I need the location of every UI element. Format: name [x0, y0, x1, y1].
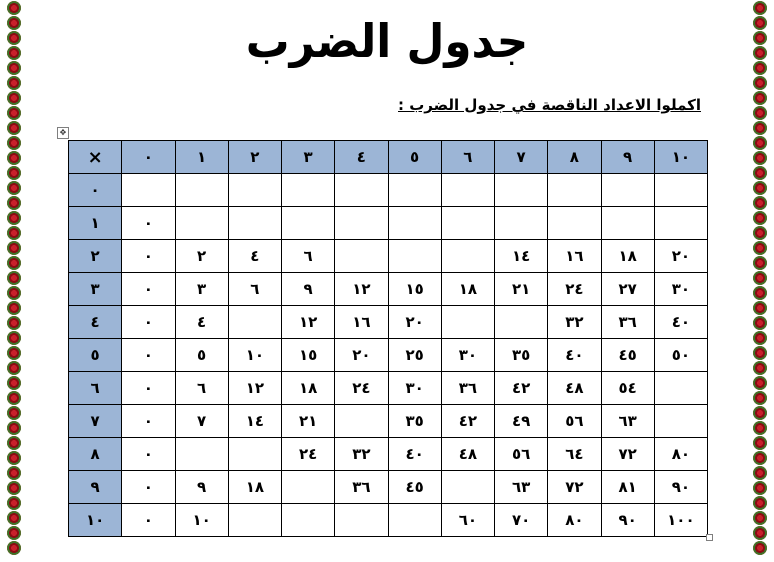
- flower-ornament-icon: [753, 46, 767, 60]
- table-cell[interactable]: ٠: [122, 306, 175, 339]
- table-cell[interactable]: [228, 207, 281, 240]
- flower-ornament-icon: [7, 316, 21, 330]
- flower-ornament-icon: [753, 541, 767, 555]
- table-cell[interactable]: ٩٠: [654, 471, 707, 504]
- flower-ornament-icon: [7, 391, 21, 405]
- flower-ornament-icon: [7, 76, 21, 90]
- flower-ornament-icon: [7, 241, 21, 255]
- flower-ornament-icon: [753, 196, 767, 210]
- flower-ornament-icon: [753, 361, 767, 375]
- flower-ornament-icon: [7, 226, 21, 240]
- table-cell[interactable]: [175, 438, 228, 471]
- table-cell[interactable]: [335, 174, 388, 207]
- table-cell[interactable]: ٠: [122, 339, 175, 372]
- table-row: [69, 273, 708, 306]
- table-cell[interactable]: [282, 504, 335, 537]
- flower-ornament-icon: [753, 61, 767, 75]
- table-cell[interactable]: [548, 174, 601, 207]
- flower-ornament-icon: [7, 451, 21, 465]
- column-header: ٩: [601, 141, 654, 174]
- flower-ornament-icon: [753, 1, 767, 15]
- flower-ornament-icon: [753, 241, 767, 255]
- table-cell[interactable]: ٧: [175, 405, 228, 438]
- table-cell[interactable]: ٥٤: [601, 372, 654, 405]
- table-cell[interactable]: ٢٤: [548, 273, 601, 306]
- table-cell[interactable]: [282, 207, 335, 240]
- table-row: [69, 339, 708, 372]
- table-cell[interactable]: [228, 438, 281, 471]
- table-cell[interactable]: ٣٦: [335, 471, 388, 504]
- table-cell[interactable]: [495, 306, 548, 339]
- table-cell[interactable]: ٢١: [282, 405, 335, 438]
- flower-ornament-icon: [7, 496, 21, 510]
- table-cell[interactable]: ٨٠: [548, 504, 601, 537]
- table-cell[interactable]: [601, 174, 654, 207]
- corner-cell: ×: [69, 141, 122, 174]
- table-cell[interactable]: ٤٥: [601, 339, 654, 372]
- table-cell[interactable]: ٣٦: [601, 306, 654, 339]
- flower-ornament-icon: [7, 361, 21, 375]
- table-cell[interactable]: [228, 306, 281, 339]
- table-resize-handle[interactable]: [706, 534, 713, 541]
- table-cell[interactable]: ٥٦: [548, 405, 601, 438]
- table-cell[interactable]: ٦٣: [601, 405, 654, 438]
- instruction-text: اكملوا الاعداد الناقصة في جدول الضرب :: [398, 96, 701, 114]
- table-cell[interactable]: ٧٠: [495, 504, 548, 537]
- table-cell[interactable]: [654, 207, 707, 240]
- table-cell[interactable]: ٢٠: [654, 240, 707, 273]
- flower-ornament-icon: [753, 481, 767, 495]
- row-header: ٨: [69, 438, 122, 471]
- table-cell[interactable]: ١٢: [335, 273, 388, 306]
- table-cell[interactable]: ٢٥: [388, 339, 441, 372]
- table-cell[interactable]: ٦٠: [441, 504, 494, 537]
- flower-ornament-icon: [753, 421, 767, 435]
- table-cell[interactable]: ١٠: [175, 504, 228, 537]
- table-cell[interactable]: [654, 372, 707, 405]
- flower-ornament-icon: [7, 271, 21, 285]
- flower-ornament-icon: [753, 211, 767, 225]
- flower-ornament-icon: [7, 181, 21, 195]
- flower-ornament-icon: [7, 286, 21, 300]
- table-cell[interactable]: [495, 207, 548, 240]
- table-cell[interactable]: ٣٢: [335, 438, 388, 471]
- row-header: ٧: [69, 405, 122, 438]
- decorative-border-left: [6, 0, 22, 562]
- table-cell[interactable]: ٠: [122, 273, 175, 306]
- table-cell[interactable]: ٩٠: [601, 504, 654, 537]
- flower-ornament-icon: [7, 151, 21, 165]
- flower-ornament-icon: [753, 331, 767, 345]
- table-row: [69, 372, 708, 405]
- row-header: ٥: [69, 339, 122, 372]
- table-row: [69, 174, 708, 207]
- flower-ornament-icon: [753, 511, 767, 525]
- table-cell[interactable]: ٤٢: [495, 372, 548, 405]
- decorative-border-right: [752, 0, 768, 562]
- table-cell[interactable]: ١٨: [441, 273, 494, 306]
- table-row: [69, 207, 708, 240]
- flower-ornament-icon: [753, 391, 767, 405]
- row-header: ٣: [69, 273, 122, 306]
- table-cell[interactable]: [228, 504, 281, 537]
- table-cell[interactable]: ١٦: [548, 240, 601, 273]
- column-header: ٣: [282, 141, 335, 174]
- table-cell[interactable]: [441, 207, 494, 240]
- table-cell[interactable]: [228, 174, 281, 207]
- table-cell[interactable]: [548, 207, 601, 240]
- table-cell[interactable]: ١٥: [282, 339, 335, 372]
- table-cell[interactable]: ٦٣: [495, 471, 548, 504]
- table-cell[interactable]: ١٥: [388, 273, 441, 306]
- table-cell[interactable]: ٥٦: [495, 438, 548, 471]
- table-cell[interactable]: ١٠٠: [654, 504, 707, 537]
- flower-ornament-icon: [753, 526, 767, 540]
- flower-ornament-icon: [7, 511, 21, 525]
- table-cell[interactable]: ٤: [175, 306, 228, 339]
- flower-ornament-icon: [7, 406, 21, 420]
- table-cell[interactable]: ١٤: [495, 240, 548, 273]
- table-cell[interactable]: ١٨: [228, 471, 281, 504]
- table-cell[interactable]: [122, 174, 175, 207]
- row-header: ٠: [69, 174, 122, 207]
- flower-ornament-icon: [753, 301, 767, 315]
- table-cell[interactable]: ٣٠: [441, 339, 494, 372]
- column-header: ٥: [388, 141, 441, 174]
- table-cell[interactable]: ٠: [122, 504, 175, 537]
- flower-ornament-icon: [7, 346, 21, 360]
- table-cell[interactable]: ٥٠: [654, 339, 707, 372]
- column-header: ١٠: [654, 141, 707, 174]
- table-cell[interactable]: [654, 405, 707, 438]
- table-cell[interactable]: ٤٠: [388, 438, 441, 471]
- flower-ornament-icon: [753, 151, 767, 165]
- table-cell[interactable]: [495, 174, 548, 207]
- flower-ornament-icon: [7, 376, 21, 390]
- table-cell[interactable]: [175, 174, 228, 207]
- table-cell[interactable]: [175, 207, 228, 240]
- flower-ornament-icon: [753, 256, 767, 270]
- table-cell[interactable]: ٠: [122, 240, 175, 273]
- flower-ornament-icon: [753, 16, 767, 30]
- table-cell[interactable]: ٣٠: [388, 372, 441, 405]
- multiplication-table: [68, 140, 708, 537]
- flower-ornament-icon: [7, 436, 21, 450]
- column-header: ٤: [335, 141, 388, 174]
- table-cell[interactable]: ٦: [228, 273, 281, 306]
- flower-ornament-icon: [7, 166, 21, 180]
- table-cell[interactable]: [441, 306, 494, 339]
- flower-ornament-icon: [753, 136, 767, 150]
- flower-ornament-icon: [753, 406, 767, 420]
- flower-ornament-icon: [753, 226, 767, 240]
- table-cell[interactable]: [282, 174, 335, 207]
- flower-ornament-icon: [753, 166, 767, 180]
- table-cell[interactable]: ٨٠: [654, 438, 707, 471]
- table-cell[interactable]: ٢٤: [282, 438, 335, 471]
- table-row: [69, 438, 708, 471]
- table-cell[interactable]: ٧٢: [601, 438, 654, 471]
- flower-ornament-icon: [753, 346, 767, 360]
- table-cell[interactable]: ٠: [122, 207, 175, 240]
- table-cell[interactable]: ١٢: [228, 372, 281, 405]
- column-header: ٠: [122, 141, 175, 174]
- table-cell[interactable]: ٤٥: [388, 471, 441, 504]
- table-cell[interactable]: ٤٨: [548, 372, 601, 405]
- flower-ornament-icon: [7, 481, 21, 495]
- table-cell[interactable]: ١٨: [601, 240, 654, 273]
- table-cell[interactable]: ٠: [122, 372, 175, 405]
- table-cell[interactable]: [335, 405, 388, 438]
- table-cell[interactable]: ٤٢: [441, 405, 494, 438]
- row-header: ٤: [69, 306, 122, 339]
- flower-ornament-icon: [7, 421, 21, 435]
- flower-ornament-icon: [7, 196, 21, 210]
- flower-ornament-icon: [753, 91, 767, 105]
- flower-ornament-icon: [7, 91, 21, 105]
- flower-ornament-icon: [753, 286, 767, 300]
- table-cell[interactable]: ٧٢: [548, 471, 601, 504]
- table-header-row: [69, 141, 708, 174]
- flower-ornament-icon: [7, 106, 21, 120]
- table-cell[interactable]: ١٢: [282, 306, 335, 339]
- row-header: ٩: [69, 471, 122, 504]
- table-cell[interactable]: ٤٨: [441, 438, 494, 471]
- column-header: ١: [175, 141, 228, 174]
- row-header: ١: [69, 207, 122, 240]
- flower-ornament-icon: [7, 541, 21, 555]
- flower-ornament-icon: [753, 436, 767, 450]
- flower-ornament-icon: [7, 121, 21, 135]
- table-cell[interactable]: [388, 240, 441, 273]
- table-row: [69, 471, 708, 504]
- flower-ornament-icon: [753, 466, 767, 480]
- column-header: ٦: [441, 141, 494, 174]
- table-cell[interactable]: ٢١: [495, 273, 548, 306]
- table-cell[interactable]: [441, 174, 494, 207]
- table-cell[interactable]: ٤٠: [548, 339, 601, 372]
- table-cell[interactable]: ٤: [228, 240, 281, 273]
- table-cell[interactable]: ٣٥: [388, 405, 441, 438]
- table-move-handle-icon[interactable]: ✥: [57, 127, 69, 139]
- flower-ornament-icon: [753, 376, 767, 390]
- flower-ornament-icon: [753, 316, 767, 330]
- table-row: [69, 306, 708, 339]
- flower-ornament-icon: [7, 301, 21, 315]
- flower-ornament-icon: [753, 106, 767, 120]
- table-cell[interactable]: ١٤: [228, 405, 281, 438]
- table-cell[interactable]: ٢٤: [335, 372, 388, 405]
- table-cell[interactable]: [282, 471, 335, 504]
- flower-ornament-icon: [753, 451, 767, 465]
- flower-ornament-icon: [753, 31, 767, 45]
- table-cell[interactable]: ٠: [122, 438, 175, 471]
- table-cell[interactable]: [388, 504, 441, 537]
- table-cell[interactable]: ٢٠: [388, 306, 441, 339]
- table-cell[interactable]: ٤٩: [495, 405, 548, 438]
- table-cell[interactable]: ٣٢: [548, 306, 601, 339]
- table-cell[interactable]: [441, 471, 494, 504]
- table-cell[interactable]: ٩: [282, 273, 335, 306]
- row-header: ١٠: [69, 504, 122, 537]
- table-row: [69, 405, 708, 438]
- column-header: ٧: [495, 141, 548, 174]
- table-cell[interactable]: ٣٠: [654, 273, 707, 306]
- table-cell[interactable]: ٩: [175, 471, 228, 504]
- flower-ornament-icon: [7, 256, 21, 270]
- row-header: ٦: [69, 372, 122, 405]
- row-header: ٢: [69, 240, 122, 273]
- table-cell[interactable]: ٣٦: [441, 372, 494, 405]
- flower-ornament-icon: [753, 181, 767, 195]
- table-cell[interactable]: ٤٠: [654, 306, 707, 339]
- flower-ornament-icon: [7, 331, 21, 345]
- table-cell[interactable]: ٣: [175, 273, 228, 306]
- table-cell[interactable]: [388, 207, 441, 240]
- table-row: [69, 240, 708, 273]
- column-header: ٢: [228, 141, 281, 174]
- table-cell[interactable]: [654, 174, 707, 207]
- table-row: [69, 504, 708, 537]
- flower-ornament-icon: [7, 136, 21, 150]
- table-cell[interactable]: ٨١: [601, 471, 654, 504]
- table-cell[interactable]: ٣٥: [495, 339, 548, 372]
- table-cell[interactable]: ٥: [175, 339, 228, 372]
- table-cell[interactable]: ٢: [175, 240, 228, 273]
- table-cell[interactable]: ٠: [122, 405, 175, 438]
- table-cell[interactable]: ١٨: [282, 372, 335, 405]
- table-cell[interactable]: [388, 174, 441, 207]
- flower-ornament-icon: [7, 211, 21, 225]
- flower-ornament-icon: [753, 76, 767, 90]
- flower-ornament-icon: [7, 466, 21, 480]
- table-cell[interactable]: [335, 504, 388, 537]
- page-title: جدول الضرب: [245, 14, 529, 68]
- table-cell[interactable]: [335, 207, 388, 240]
- table-cell[interactable]: ٦: [175, 372, 228, 405]
- table-cell[interactable]: ٠: [122, 471, 175, 504]
- flower-ornament-icon: [753, 121, 767, 135]
- flower-ornament-icon: [753, 496, 767, 510]
- table-cell[interactable]: [441, 240, 494, 273]
- table-cell[interactable]: ٢٧: [601, 273, 654, 306]
- table-cell[interactable]: ٦٤: [548, 438, 601, 471]
- table-cell[interactable]: [335, 240, 388, 273]
- table-cell[interactable]: ٢٠: [335, 339, 388, 372]
- flower-ornament-icon: [7, 526, 21, 540]
- column-header: ٨: [548, 141, 601, 174]
- table-cell[interactable]: ١٠: [228, 339, 281, 372]
- table-cell[interactable]: [601, 207, 654, 240]
- table-cell[interactable]: ٦: [282, 240, 335, 273]
- flower-ornament-icon: [753, 271, 767, 285]
- table-cell[interactable]: ١٦: [335, 306, 388, 339]
